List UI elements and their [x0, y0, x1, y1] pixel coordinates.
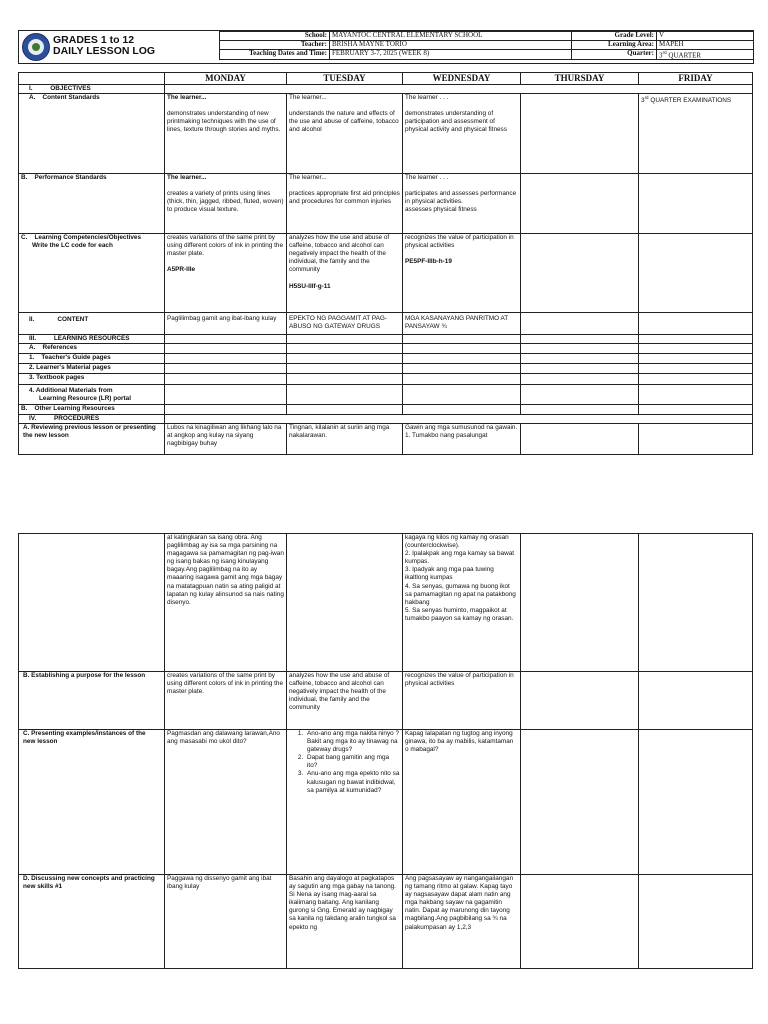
pd-wednesday: Ang pagsasayaw ay nangangailangan ng tamang ritmo at galaw. Kapag tayo ay nagsasayaw dapat alam natin ang mga hakbang sayaw na gagamitin natin. Dapat ay marunong din tayong magbilang.Ang pagbibilang sa ¾ na palakumpasan ay 1,2,3: [403, 875, 521, 969]
pc-tuesday: 1. Ano-ano ang mga nakita ninyo ? Bakit ang mga ito ay tinawag na gateway drugs? 2. Dapat bang gamitin ang mga ito? 3. Anu-ano ang mga epekto nito sa kalusugan ng bawat indibidwal, sa pamilya at kumunidad?: [287, 730, 403, 875]
lc-thursday: [521, 234, 639, 313]
area-label: Learning Area:: [572, 41, 657, 50]
pc-wednesday: Kapag lalapatan ng tugtog ang inyong ginawa, ito ba ay mabilis, katamtaman o mabagal?: [403, 730, 521, 875]
title-line-2: DAILY LESSON LOG: [53, 45, 156, 57]
content-wednesday: MGA KASANAYANG PANRITMO AT PANSAYAW ¾: [403, 313, 521, 335]
pb-friday: [639, 672, 753, 730]
lesson-log-table: [18, 72, 753, 455]
lesson-log-header: [18, 30, 754, 64]
row-performance-standards: B. Performance Standards: [19, 174, 165, 234]
lesson-log-table-continued: [18, 533, 753, 969]
pa-monday-cont: at katingkaran sa isang obra. Ang paglilimbag ay isa sa mga parsining na magagawa sa pamamagitan ng pag-iwan ng isang bakas ng isang kinulayang bagay.Ang paglilimbag na ito ay maaaring isagawa gamit ang mga bagay na matatagpuan natin sa ating paligid at lapatan ng kulay alinsunod sa nais nating disenyo.: [165, 534, 287, 672]
pd-thursday: [521, 875, 639, 969]
quarter-label: Quarter:: [572, 50, 657, 60]
pa-tuesday: Tingnan, kilalanin at suriin ang mga nakalarawan.: [287, 424, 403, 455]
pa-thursday: [521, 424, 639, 455]
pb-tuesday: analyzes how the use and abuse of caffeine, tobacco and alcohol can negatively impact the health of the individual, the family and the community: [287, 672, 403, 730]
row-references: A. References: [19, 344, 165, 354]
cs-monday: The learner... demonstrates understanding of new printmaking techniques with the use of lines, texture through stories and myths.: [165, 94, 287, 174]
dates-value: FEBRUARY 3-7, 2025 (WEEK 8): [330, 50, 572, 60]
header-info-table: [219, 31, 754, 60]
row-textbook: 3. Textbook pages: [19, 374, 165, 385]
pd-monday: Paggawa ng dissenyo gamit ang ibat ibang kulay: [165, 875, 287, 969]
row-proc-a: A. Reviewing previous lesson or presenting the new lesson: [19, 424, 165, 455]
pd-tuesday: Basahin ang dayalogo at pagkatapos ay sagutin ang mga gabay na tanong. Si Nena ay isang mag-aaral sa ikalimang baitang. Ang kanilang gurong si Gng. Emerald ay nagbigay sa kanila ng takdang aralin tungkol sa epekto ng: [287, 875, 403, 969]
grade-value: V: [657, 32, 754, 41]
row-teachers-guide: 1. Teacher's Guide pages: [19, 354, 165, 364]
ps-thursday: [521, 174, 639, 234]
pc-friday: [639, 730, 753, 875]
document-title: [53, 35, 155, 57]
row-additional-materials: 4. Additional Materials from Learning Resource (LR) portal: [19, 385, 165, 405]
row-procedures: IV. PROCEDURES: [19, 415, 165, 424]
teacher-value: BRISHA MAYNE TORIO: [330, 41, 572, 50]
row-learners-material: 2. Learner's Material pages: [19, 364, 165, 374]
row-learning-resources: III. LEARNING RESOURCES: [19, 335, 165, 344]
pa-wednesday: Gawin ang mga sumusunod na gawain. 1. Tumakbo nang pasalungat: [403, 424, 521, 455]
row-content-standards: A. Content Standards: [19, 94, 165, 174]
row-objectives: I. OBJECTIVES: [19, 85, 165, 94]
lc-monday: creates variations of the same print by using different colors of ink in printing the master plate. A5PR-IIIe: [165, 234, 287, 313]
row-proc-b: B. Establishing a purpose for the lesson: [19, 672, 165, 730]
pb-thursday: [521, 672, 639, 730]
pc-monday: Pagmasdan ang dalawang larawan,Ano ang masasabi mo ukol dito?: [165, 730, 287, 875]
cs-tuesday: The learner... understands the nature and effects of the use and abuse of caffeine, tobacco and alcohol: [287, 94, 403, 174]
pc-thursday: [521, 730, 639, 875]
row-proc-a-cont: [19, 534, 165, 672]
pa-thursday-cont: [521, 534, 639, 672]
objectives-span: [165, 85, 753, 94]
school-value: MAYANTOC CENTRAL ELEMENTARY SCHOOL: [330, 32, 572, 41]
quarter-value: 3rd QUARTER: [657, 50, 754, 60]
row-content: II. CONTENT: [19, 313, 165, 335]
row-competencies: C. Learning Competencies/Objectives Write the LC code for each: [19, 234, 165, 313]
title-line-1: GRADES 1 to 12: [53, 34, 135, 46]
school-label: School:: [220, 32, 330, 41]
pa-tuesday-cont: [287, 534, 403, 672]
ps-monday: The learner... creates a variety of prints using lines (thick, thin, jagged, ribbed, fluted, woven) to produce visual texture.: [165, 174, 287, 234]
cs-wednesday: The learner . . . demonstrates understanding of participation and assessment of physical activity and physical fitness: [403, 94, 521, 174]
pb-monday: creates variations of the same print by using different colors of ink in printing the master plate.: [165, 672, 287, 730]
lc-friday: [639, 234, 753, 313]
corner-cell: [19, 73, 165, 85]
day-tuesday: TUESDAY: [287, 73, 403, 85]
row-other-resources: B. Other Learning Resources: [19, 405, 165, 415]
dates-label: Teaching Dates and Time:: [220, 50, 330, 60]
cs-friday: 3rd QUARTER EXAMINATIONS: [639, 94, 753, 174]
pa-friday: [639, 424, 753, 455]
content-monday: Paglilimbag gamit ang ibat-ibang kulay: [165, 313, 287, 335]
content-thursday: [521, 313, 639, 335]
lc-wednesday: recognizes the value of participation in physical activities PE5PF-IIIb-h-19: [403, 234, 521, 313]
day-friday: FRIDAY: [639, 73, 753, 85]
day-thursday: THURSDAY: [521, 73, 639, 85]
ps-tuesday: The learner... practices appropriate first aid principles and procedures for common injuries: [287, 174, 403, 234]
pa-friday-cont: [639, 534, 753, 672]
cs-thursday: [521, 94, 639, 174]
lc-tuesday: analyzes how the use and abuse of caffeine, tobacco and alcohol can negatively impact the health of the individual, the family and the community H5SU-IIIf-g-11: [287, 234, 403, 313]
deped-seal-icon: [22, 33, 50, 61]
content-friday: [639, 313, 753, 335]
pa-wednesday-cont: kagaya ng kilos ng kamay ng orasan (counterclockwise). 2. Ipalakpak ang mga kamay sa bawat kumpas. 3. Ipadyak ang mga paa tuwing ikaltlong kumpas 4. Sa senyas, gumawa ng buong ikot sa pamamagitan ng apat na patakbong hakbang 5. Sa senyas huminto, magpaikot at tumakbo paayon sa kamay ng orasan.: [403, 534, 521, 672]
pd-friday: [639, 875, 753, 969]
ps-friday: [639, 174, 753, 234]
pa-monday: Lubos na kinagiliwan ang likhang lalo na at angkop ang kulay na siyang nagbibigay buhay: [165, 424, 287, 455]
row-proc-c: C. Presenting examples/instances of the new lesson: [19, 730, 165, 875]
day-wednesday: WEDNESDAY: [403, 73, 521, 85]
pb-wednesday: recognizes the value of participation in physical activities: [403, 672, 521, 730]
row-proc-d: D. Discussing new concepts and practicing new skills #1: [19, 875, 165, 969]
grade-label: Grade Level:: [572, 32, 657, 41]
ps-wednesday: The learner . . . participates and assesses performance in physical activities. assesses physical fitness: [403, 174, 521, 234]
teacher-label: Teacher:: [220, 41, 330, 50]
area-value: MAPEH: [657, 41, 754, 50]
day-monday: MONDAY: [165, 73, 287, 85]
content-tuesday: EPEKTO NG PAGGAMIT AT PAG-ABUSO NG GATEWAY DRUGS: [287, 313, 403, 335]
